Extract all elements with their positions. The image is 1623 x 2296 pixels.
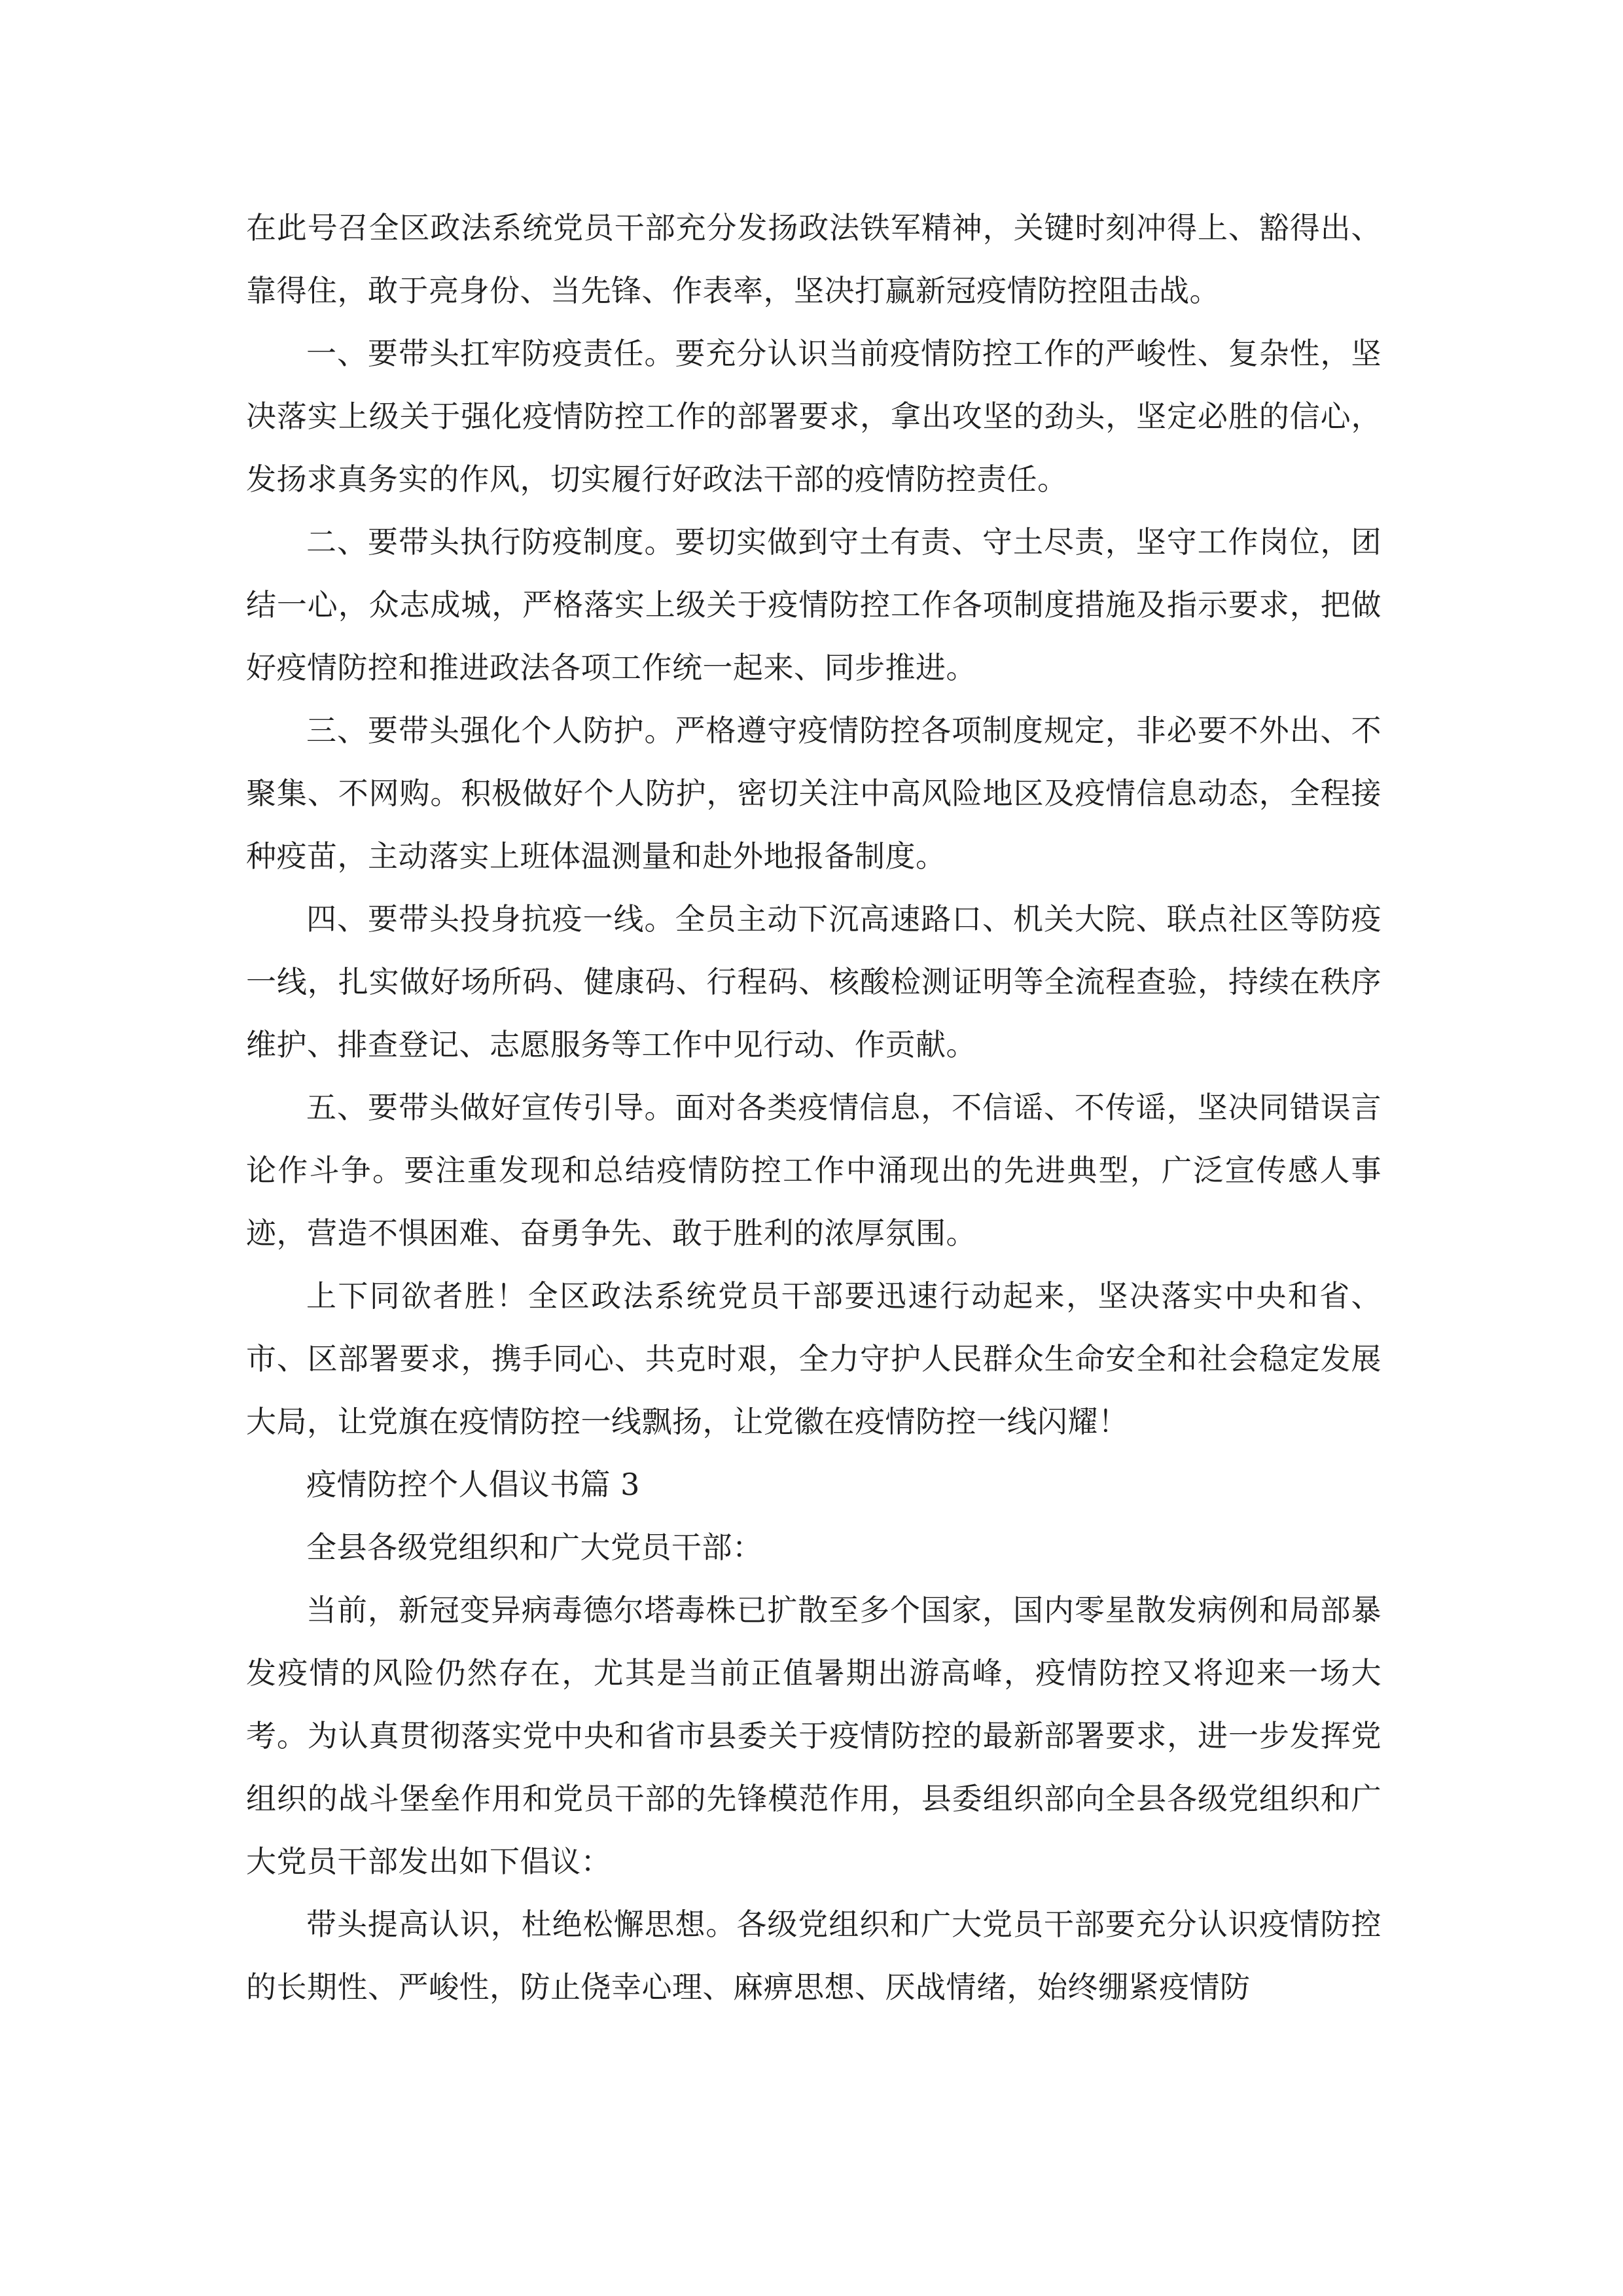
paragraph-5: 四、要带头投身抗疫一线。全员主动下沉高速路口、机关大院、联点社区等防疫一线，扎实做好场所码、健康码、行程码、核酸检测证明等全流程查验，持续在秩序维护、排查登记、志愿服务等工作中见行动、作贡献。: [246, 901, 1382, 1062]
salutation: 全县各级党组织和广大党员干部：: [306, 1530, 763, 1565]
paragraph-1: 在此号召全区政法系统党员干部充分发扬政法铁军精神，关键时刻冲得上、豁得出、靠得住，敢于亮身份、当先锋、作表率，坚决打赢新冠疫情防控阻击战。: [246, 210, 1382, 308]
section-heading: 疫情防控个人倡议书篇 3: [306, 1467, 640, 1502]
paragraph-4: 三、要带头强化个人防护。严格遵守疫情防控各项制度规定，非必要不外出、不聚集、不网购。积极做好个人防护，密切关注中高风险地区及疫情信息动态，全程接种疫苗，主动落实上班体温测量和赴外地报备制度。: [246, 713, 1382, 874]
paragraph-6: 五、要带头做好宣传引导。面对各类疫情信息，不信谣、不传谣，坚决同错误言论作斗争。要注重发现和总结疫情防控工作中涌现出的先进典型，广泛宣传感人事迹，营造不惧困难、奋勇争先、敢于胜利的浓厚氛围。: [246, 1090, 1382, 1251]
paragraph-11: 带头提高认识，杜绝松懈思想。各级党组织和广大党员干部要充分认识疫情防控的长期性、严峻性，防止侥幸心理、麻痹思想、厌战情绪，始终绷紧疫情防: [246, 1907, 1382, 2005]
paragraph-7: 上下同欲者胜！全区政法系统党员干部要迅速行动起来，坚决落实中央和省、市、区部署要求，携手同心、共克时艰，全力守护人民群众生命安全和社会稳定发展大局，让党旗在疫情防控一线飘扬，让党徽在疫情防控一线闪耀！: [246, 1278, 1382, 1439]
document-body: [246, 196, 1382, 2018]
paragraph-3: 二、要带头执行防疫制度。要切实做到守土有责、守土尽责，坚守工作岗位，团结一心，众志成城，严格落实上级关于疫情防控工作各项制度措施及指示要求，把做好疫情防控和推进政法各项工作统一起来、同步推进。: [246, 524, 1382, 685]
paragraph-10: 当前，新冠变异病毒德尔塔毒株已扩散至多个国家，国内零星散发病例和局部暴发疫情的风险仍然存在，尤其是当前正值暑期出游高峰，疫情防控又将迎来一场大考。为认真贯彻落实党中央和省市县委关于疫情防控的最新部署要求，进一步发挥党组织的战斗堡垒作用和党员干部的先锋模范作用，县委组织部向全县各级党组织和广大党员干部发出如下倡议：: [246, 1592, 1382, 1879]
paragraph-2: 一、要带头扛牢防疫责任。要充分认识当前疫情防控工作的严峻性、复杂性，坚决落实上级关于强化疫情防控工作的部署要求，拿出攻坚的劲头，坚定必胜的信心，发扬求真务实的作风，切实履行好政法干部的疫情防控责任。: [246, 336, 1382, 497]
